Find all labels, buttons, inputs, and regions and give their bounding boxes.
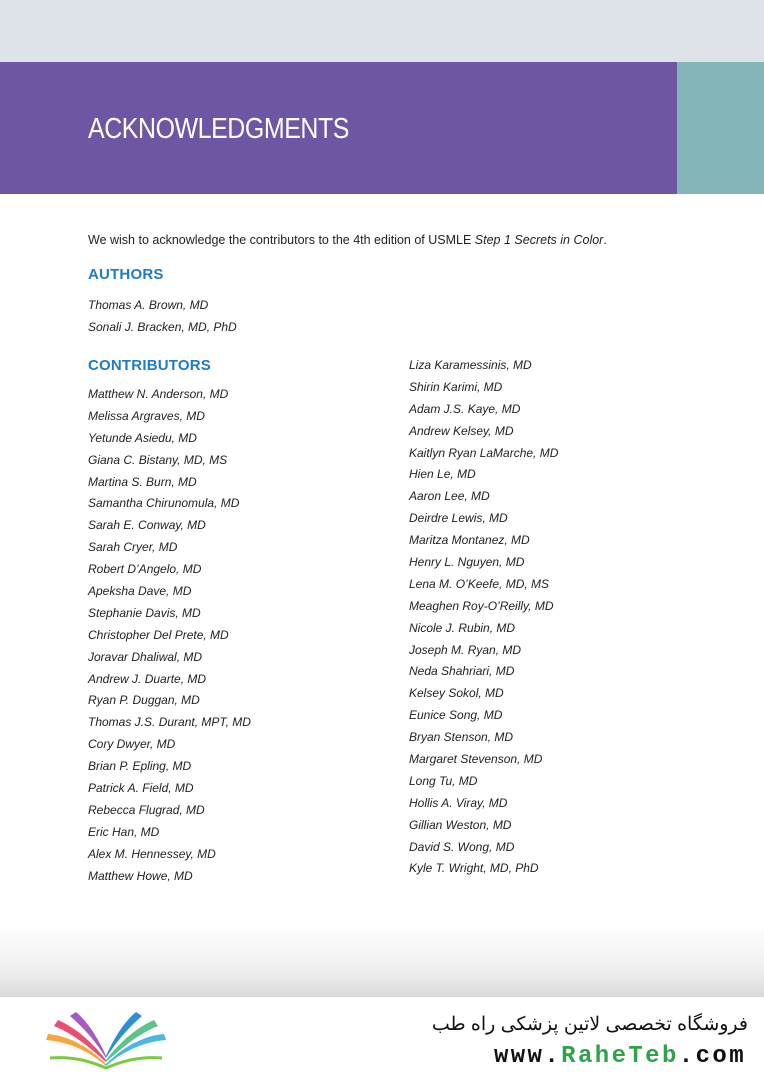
contributor-name: Andrew Kelsey, MD xyxy=(409,423,514,438)
contributor-name: Sarah Cryer, MD xyxy=(88,540,178,555)
contributor-name: Kelsey Sokol, MD xyxy=(409,686,504,701)
contributor-name: Sarah E. Conway, MD xyxy=(88,518,206,533)
intro-end: . xyxy=(603,233,607,247)
author-name: Sonali J. Bracken, MD, PhD xyxy=(88,319,237,334)
store-url xyxy=(494,1043,746,1070)
authors-list xyxy=(88,295,237,339)
contributor-name: Matthew Howe, MD xyxy=(88,868,193,883)
contributor-name: Kyle T. Wright, MD, PhD xyxy=(409,861,539,876)
url-prefix: www. xyxy=(493,1043,562,1070)
intro-paragraph xyxy=(88,232,688,248)
contributor-name: David S. Wong, MD xyxy=(409,839,515,854)
store-name: فروشگاه تخصصی لاتین پزشکی راه طب xyxy=(431,1014,748,1035)
contributor-name: Samantha Chirunomula, MD xyxy=(88,496,240,511)
contributor-name: Martina S. Burn, MD xyxy=(88,474,197,489)
open-book-logo-icon xyxy=(40,1008,172,1070)
contributor-name: Shirin Karimi, MD xyxy=(409,379,503,394)
contributor-name: Eric Han, MD xyxy=(88,824,160,839)
contributor-name: Christopher Del Prete, MD xyxy=(88,627,229,642)
contributor-name: Apeksha Dave, MD xyxy=(88,584,192,599)
contributor-name: Matthew N. Anderson, MD xyxy=(88,387,229,401)
contributor-name: Long Tu, MD xyxy=(409,773,478,788)
contributor-name: Ryan P. Duggan, MD xyxy=(88,693,200,708)
page-title: ACKNOWLEDGMENTS xyxy=(88,113,349,145)
contributor-name: Eunice Song, MD xyxy=(409,708,503,723)
footer-shadow xyxy=(0,925,764,997)
contributor-name: Maritza Montanez, MD xyxy=(409,533,530,548)
url-suffix: .com xyxy=(678,1043,746,1070)
contributor-name: Alex M. Hennessey, MD xyxy=(88,846,216,861)
book-title: Step 1 Secrets in Color xyxy=(474,233,604,247)
contributor-name: Rebecca Flugrad, MD xyxy=(88,802,205,817)
contributor-name: Yetunde Asiedu, MD xyxy=(88,430,197,445)
contributor-name: Robert D’Angelo, MD xyxy=(88,562,202,577)
contributor-name: Neda Shahriari, MD xyxy=(409,664,515,679)
contributor-name: Adam J.S. Kaye, MD xyxy=(409,401,521,416)
contributor-name: Melissa Argraves, MD xyxy=(88,408,205,423)
contributor-name: Kaitlyn Ryan LaMarche, MD xyxy=(409,445,559,460)
author-name: Thomas A. Brown, MD xyxy=(88,298,209,312)
contributor-name: Lena M. O’Keefe, MD, MS xyxy=(409,576,550,591)
contributors-left-column xyxy=(88,384,251,887)
contributor-name: Deirdre Lewis, MD xyxy=(409,511,508,526)
contributor-name: Nicole J. Rubin, MD xyxy=(409,620,516,635)
contributor-name: Brian P. Epling, MD xyxy=(88,759,192,774)
contributor-name: Hollis A. Viray, MD xyxy=(409,795,508,810)
authors-heading: AUTHORS xyxy=(88,266,164,283)
contributor-name: Margaret Stevenson, MD xyxy=(409,752,543,767)
contributor-name: Cory Dwyer, MD xyxy=(88,737,176,752)
contributors-heading: CONTRIBUTORS xyxy=(88,357,211,374)
contributor-name: Aaron Lee, MD xyxy=(409,489,490,504)
contributor-name: Bryan Stenson, MD xyxy=(409,730,514,745)
contributor-name: Joseph M. Ryan, MD xyxy=(409,642,522,657)
contributor-name: Meaghen Roy-O’Reilly, MD xyxy=(409,598,554,613)
contributor-name: Liza Karamessinis, MD xyxy=(409,358,532,372)
contributor-name: Patrick A. Field, MD xyxy=(88,781,194,796)
contributor-name: Andrew J. Duarte, MD xyxy=(88,671,207,686)
url-brand: RaheTeb xyxy=(561,1043,679,1070)
intro-text: We wish to acknowledge the contributors to the 4th edition of USMLE xyxy=(88,233,475,247)
contributor-name: Joravar Dhaliwal, MD xyxy=(88,649,203,664)
contributor-name: Gillian Weston, MD xyxy=(409,817,512,832)
top-strip xyxy=(0,0,764,62)
contributor-name: Thomas J.S. Durant, MPT, MD xyxy=(88,715,251,730)
contributor-name: Henry L. Nguyen, MD xyxy=(409,555,525,570)
contributor-name: Giana C. Bistany, MD, MS xyxy=(88,452,228,467)
contributors-right-column xyxy=(409,355,558,880)
contributor-name: Stephanie Davis, MD xyxy=(88,605,201,620)
contributor-name: Hien Le, MD xyxy=(409,467,476,482)
header-accent-block xyxy=(677,62,764,194)
